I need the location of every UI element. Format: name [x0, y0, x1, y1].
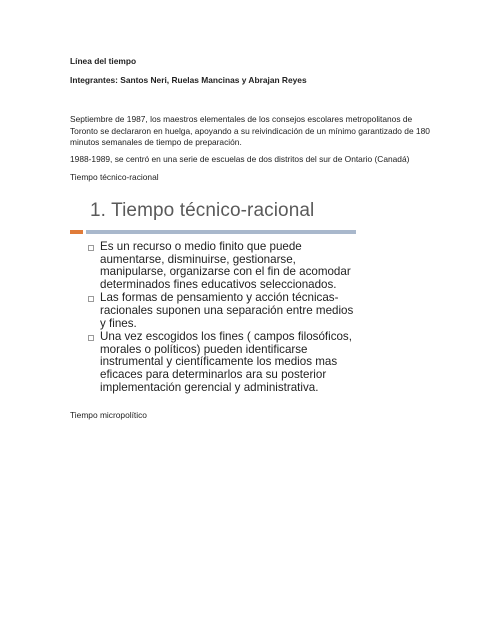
- slide-bullet: [88, 331, 350, 394]
- slide-bullet-list: [88, 240, 354, 395]
- slide-bullet: [88, 291, 354, 330]
- paragraph-1-line: minutos semanales de tiempo de preparación.: [70, 137, 242, 147]
- bullet-line: Es un recurso o medio finito que puede: [100, 240, 302, 253]
- section-heading-tecnico: Tiempo técnico-racional: [70, 172, 159, 182]
- paragraph-1-line: Toronto se declararon en huelga, apoyando a su reivindicación de un mínimo garantizado de 180: [70, 125, 430, 136]
- bullet-line: manipularse, organizarse con el fin de acomodar: [100, 265, 351, 279]
- bullet-line: aumentarse, disminuirse, gestionarse,: [100, 252, 296, 266]
- bullet-line: Una vez escogidos los fines ( campos filosóficos,: [100, 330, 352, 344]
- bullet-line: determinados fines educativos seleccionados.: [100, 277, 337, 291]
- bullet-line: Las formas de pensamiento y acción técnicas-: [100, 291, 339, 305]
- bullet-line: instrumental y científicamente los medios mas: [100, 355, 338, 369]
- bullet-square-icon: [88, 335, 94, 341]
- slide-title: 1. Tiempo técnico-racional: [90, 200, 315, 221]
- section-heading-micropolitico: Tiempo micropolítico: [70, 410, 147, 420]
- bullet-line: y fines.: [100, 316, 137, 330]
- paragraph-1-line: Septiembre de 1987, los maestros elementales de los consejos escolares metropolitanos de: [70, 114, 413, 124]
- bullet-square-icon: [88, 296, 94, 302]
- paragraph-1: [70, 114, 430, 149]
- bullet-line: eficaces para determinarlos ara su posterior: [100, 367, 327, 381]
- bullet-line: morales o políticos) pueden identificarse: [100, 342, 308, 356]
- bullet-line: racionales suponen una separación entre medios: [100, 303, 354, 317]
- bullet-line: implementación gerencial y administrativa.: [100, 380, 319, 394]
- bullet-square-icon: [88, 245, 94, 251]
- slide-accent-bar-orange: [70, 230, 83, 234]
- paragraph-2: 1988-1989, se centró en una serie de escuelas de dos distritos del sur de Ontario (Canadá): [70, 154, 410, 164]
- doc-title: Línea del tiempo: [70, 56, 137, 66]
- slide-accent-bar-blue: [86, 230, 356, 234]
- slide-bullet: [88, 241, 350, 291]
- embedded-slide: [70, 186, 360, 396]
- members-line: Integrantes: Santos Neri, Ruelas Mancinas y Abrajan Reyes: [70, 75, 307, 85]
